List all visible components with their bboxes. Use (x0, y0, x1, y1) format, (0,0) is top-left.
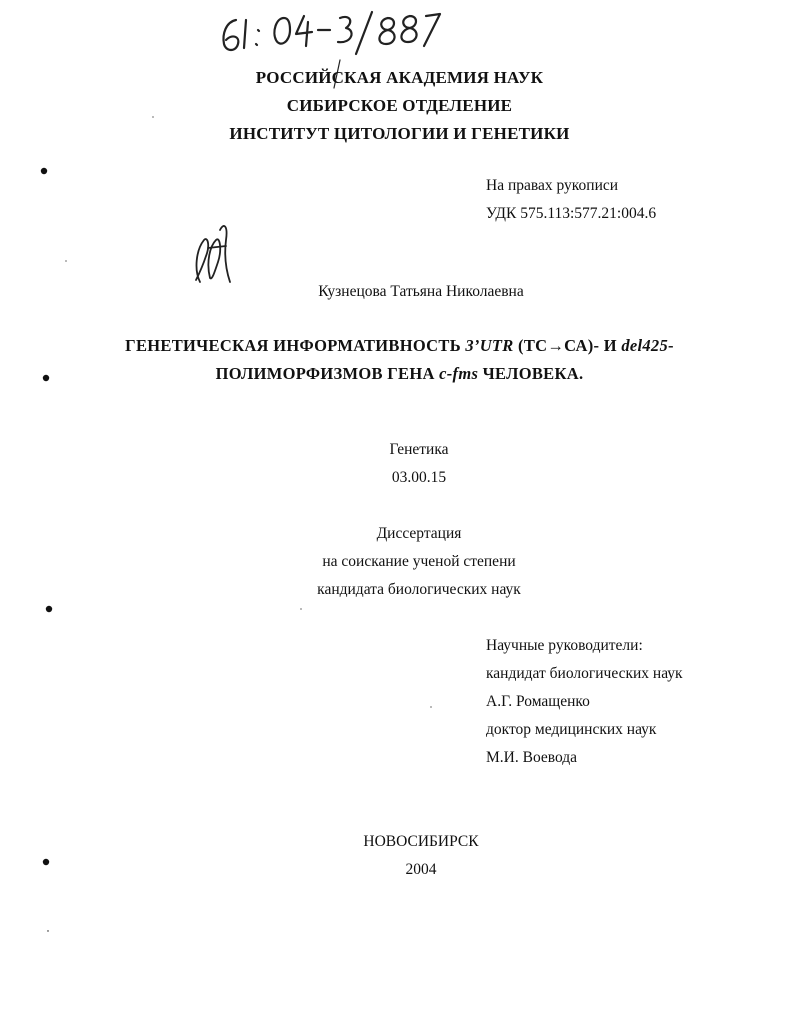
institution-line-1: РОССИЙСКАЯ АКАДЕМИЯ НАУК (255, 68, 544, 87)
title-text: - (668, 336, 674, 355)
handwriting-stroke (256, 30, 259, 45)
title-text: ГЕНЕТИЧЕСКАЯ ИНФОРМАТИВНОСТЬ (125, 336, 466, 355)
handwriting-stroke (356, 12, 372, 54)
handwriting-stroke (244, 20, 246, 48)
specialty-name: Генетика (389, 441, 449, 458)
signature-mark (196, 226, 230, 282)
supervisors-heading: Научные руководители: (486, 637, 643, 654)
degree-name: кандидата биологических наук (317, 581, 521, 598)
supervisor-1-degree: кандидат биологических наук (486, 665, 683, 682)
title-italic-del425: del425 (621, 336, 669, 355)
degree-purpose: на соискание ученой степени (322, 553, 516, 570)
institution-line-2: СИБИРСКОЕ ОТДЕЛЕНИЕ (286, 96, 513, 115)
handwriting-stroke (338, 17, 352, 42)
handwriting-stroke (224, 20, 239, 50)
author-name: Кузнецова Татьяна Николаевна (318, 283, 524, 300)
institution-line-3: ИНСТИТУТ ЦИТОЛОГИИ И ГЕНЕТИКИ (229, 124, 570, 143)
udc-code: УДК 575.113:577.21:004.6 (486, 205, 657, 222)
manuscript-rights-notice: На правах рукописи (486, 177, 619, 194)
specialty-code: 03.00.15 (391, 469, 447, 486)
title-text: ПОЛИМОРФИЗМОВ ГЕНА (215, 364, 440, 383)
dissertation-label: Диссертация (376, 525, 462, 542)
handwriting-stroke (401, 16, 416, 42)
year: 2004 (405, 861, 437, 878)
title-text: ЧЕЛОВЕКА. (478, 364, 584, 383)
city: НОВОСИБИРСК (363, 833, 479, 850)
supervisor-2-degree: доктор медицинских наук (486, 721, 657, 738)
title-italic-cfms: c-fms (439, 364, 479, 383)
title-text: (ТС→СА)- И (513, 336, 622, 355)
thesis-title-line-2 (0, 364, 799, 384)
supervisor-2-name: М.И. Воевода (486, 749, 578, 766)
handwriting-stroke (424, 14, 440, 46)
title-italic-utr: 3’UTR (465, 336, 514, 355)
supervisor-1-name: А.Г. Ромащенко (486, 693, 590, 710)
handwriting-stroke (379, 18, 394, 44)
thesis-title-line-1 (0, 336, 799, 356)
handwriting-stroke (274, 18, 290, 44)
handwriting-stroke (296, 16, 312, 46)
